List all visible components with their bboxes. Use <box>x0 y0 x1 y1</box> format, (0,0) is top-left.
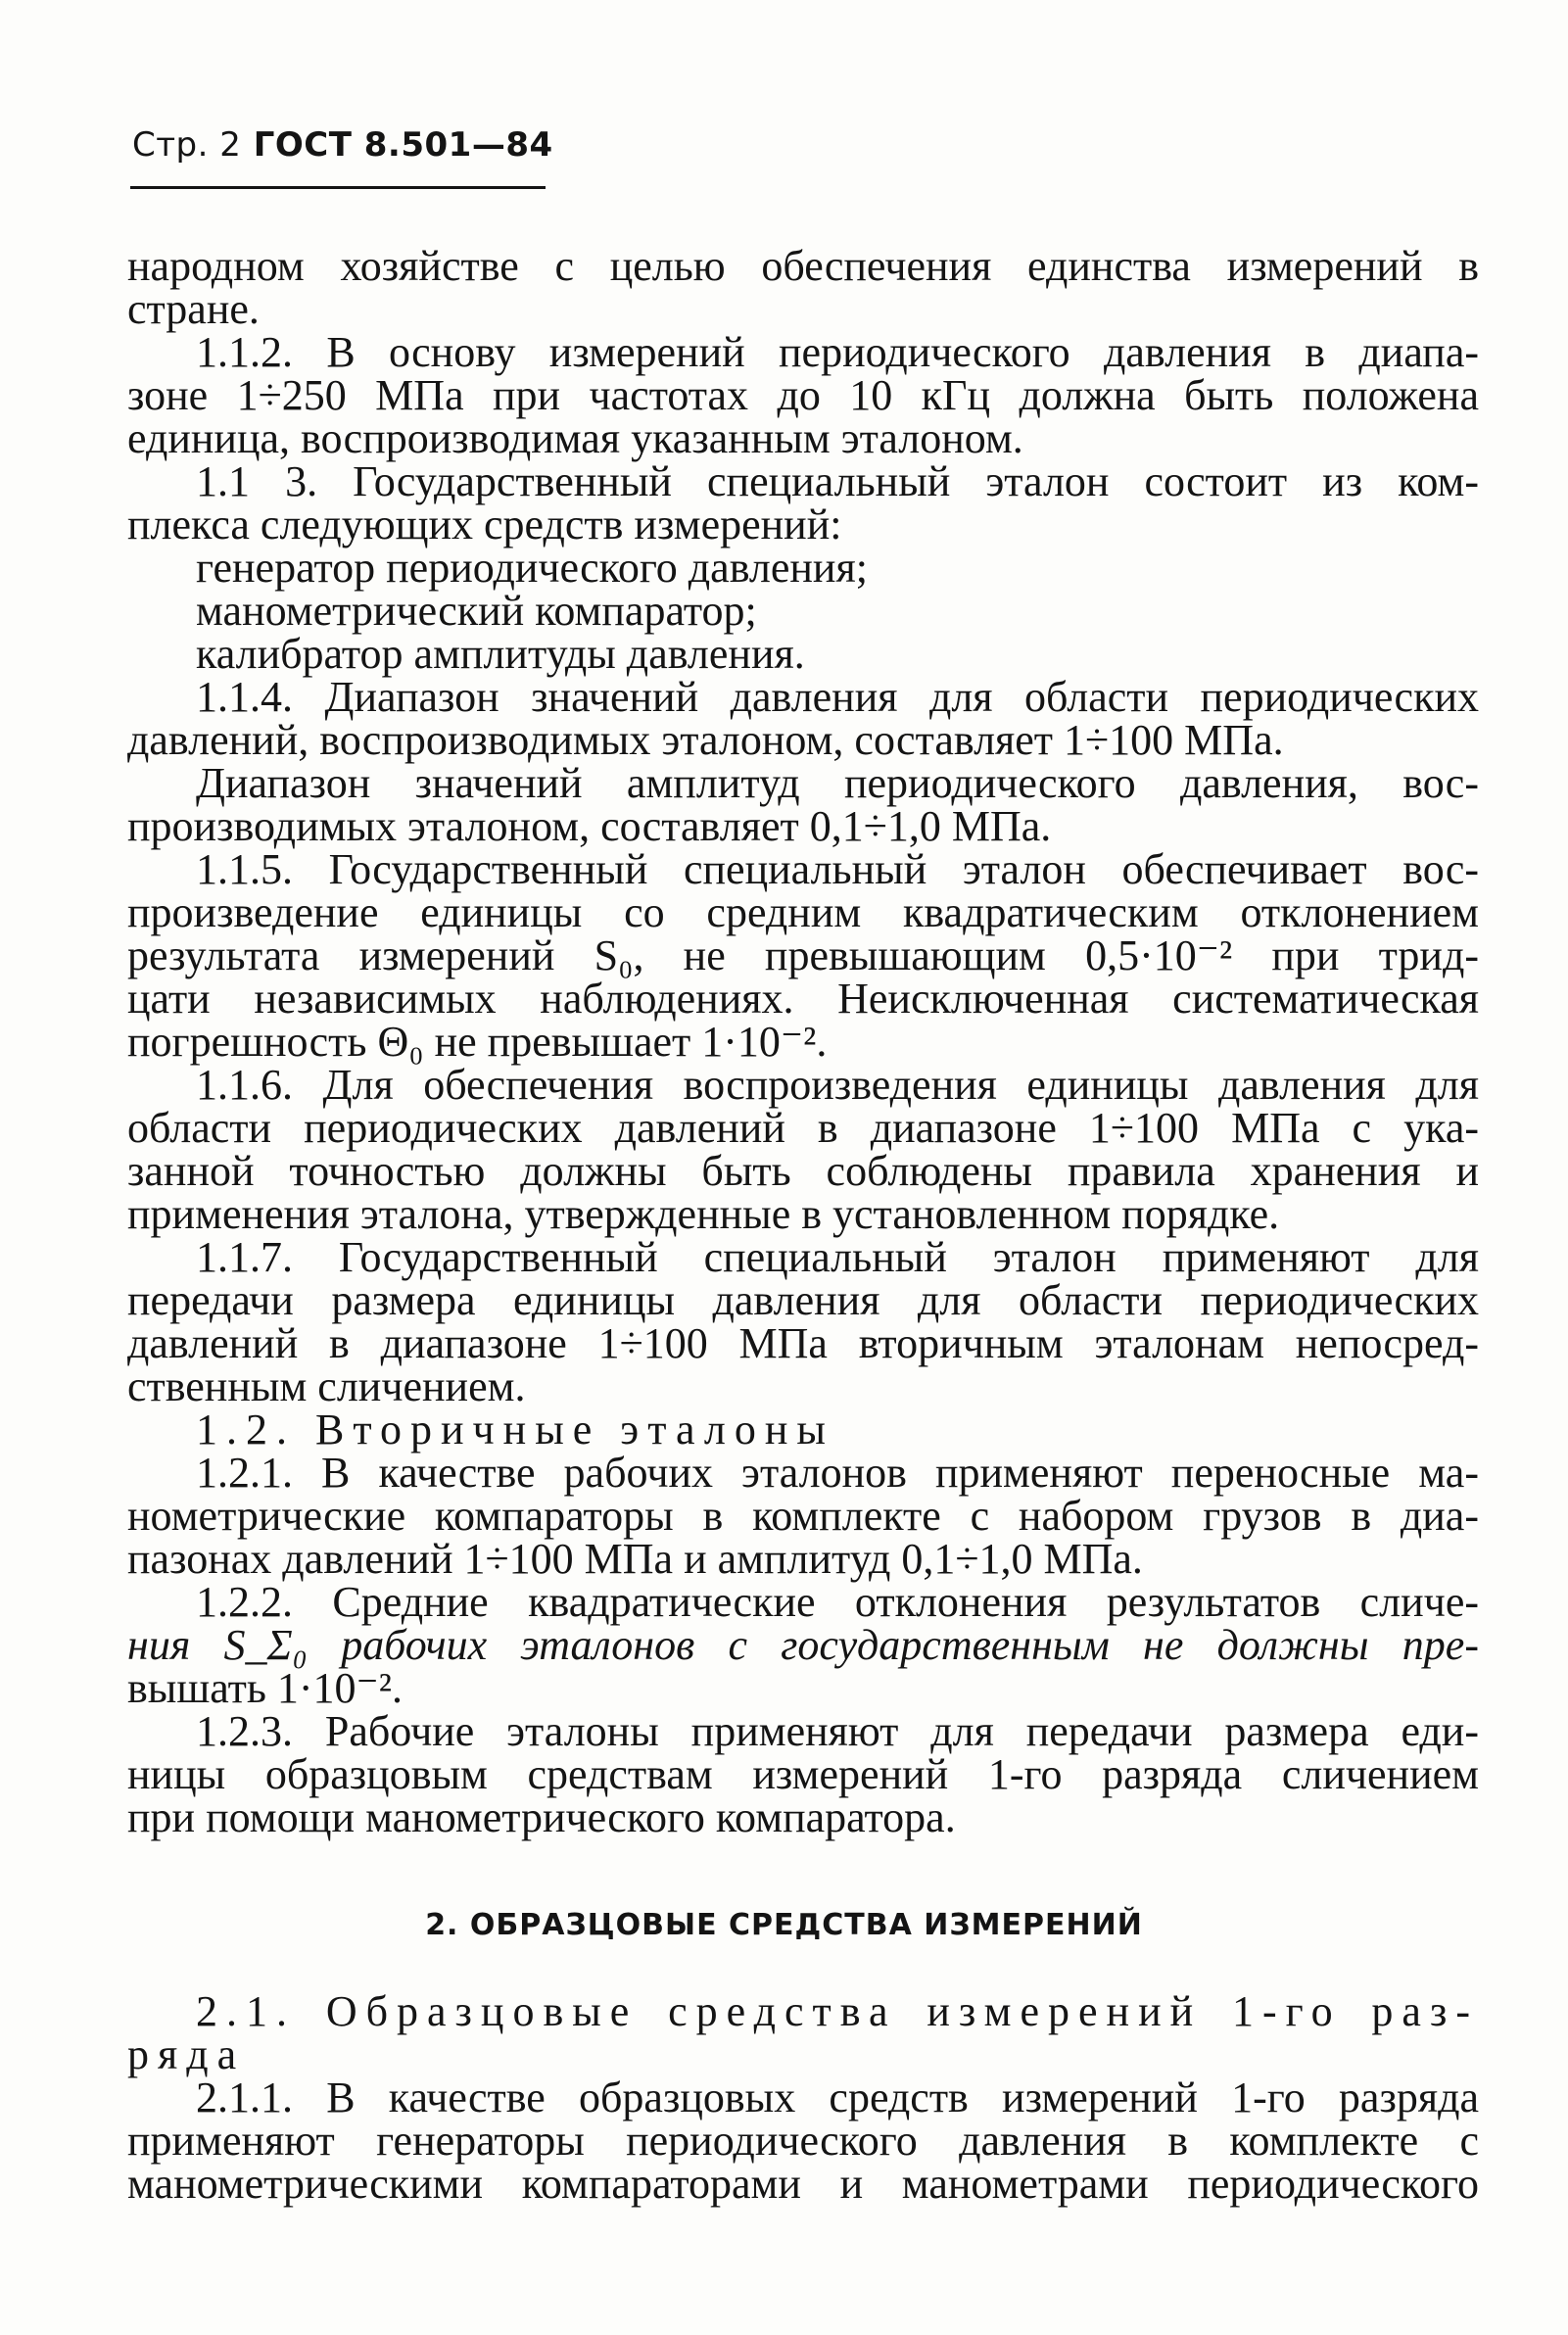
text-line: производимых эталоном, составляет 0,1÷1,0 МПа. <box>127 802 1052 850</box>
text-line: области периодических давлений в диапазоне 1÷100 МПа с ука- <box>127 1104 1479 1152</box>
subsection-heading-1-2: 1.2. Вторичные эталоны <box>196 1406 834 1453</box>
text-line: применяют генераторы периодического давления в комплекте с <box>127 2117 1479 2165</box>
paragraph-1-1-2: 1.1.2. В основу измерений периодического давления в диапа- <box>196 328 1479 376</box>
text-line: давлений, воспроизводимых эталоном, составляет 1÷100 МПа. <box>127 716 1284 764</box>
text-line: ряда <box>127 2030 246 2078</box>
text-line: стране. <box>127 285 260 333</box>
page-number-label: Стр. 2 <box>132 125 242 165</box>
text-line: ния S_Σ₀ рабочих эталонов с государственным не должны пре- <box>127 1621 1479 1669</box>
paragraph-1-1-5: 1.1.5. Государственный специальный эталон обеспечивает вос- <box>196 845 1479 893</box>
paragraph-2-1-1: 2.1.1. В качестве образцовых средств измерений 1-го разряда <box>196 2073 1479 2121</box>
text-line: Диапазон значений амплитуд периодического давления, вос- <box>196 759 1479 807</box>
text-line: произведение единицы со средним квадратическим отклонением <box>127 888 1479 936</box>
text-line: плекса следующих средств измерений: <box>127 500 842 548</box>
list-item: манометрический компаратор; <box>196 587 757 635</box>
paragraph-1-1-4: 1.1.4. Диапазон значений давления для области периодических <box>196 673 1479 721</box>
page-header <box>132 125 553 165</box>
text-line: передачи размера единицы давления для области периодических <box>127 1276 1479 1324</box>
text-line: цати независимых наблюдениях. Неисключенная систематическая <box>127 975 1479 1023</box>
list-item: генератор периодического давления; <box>196 544 868 592</box>
text-line: давлений в диапазоне 1÷100 МПа вторичным эталонам непосред- <box>127 1319 1479 1367</box>
text-line: нометрические компараторы в комплекте с набором грузов в диа- <box>127 1492 1479 1540</box>
paragraph-1-2-1: 1.2.1. В качестве рабочих эталонов применяют переносные ма- <box>196 1449 1479 1497</box>
text-line: народном хозяйстве с целью обеспечения единства измерений в <box>127 242 1479 290</box>
paragraph-1-2-2: 1.2.2. Средние квадратические отклонения результатов сличе- <box>196 1578 1479 1626</box>
text-line: погрешность Θ₀ не превышает 1·10⁻². <box>127 1018 828 1066</box>
text-line: ственным сличением. <box>127 1362 526 1410</box>
text-line: применения эталона, утвержденные в установленном порядке. <box>127 1190 1280 1238</box>
paragraph-1-1-3: 1.1 3. Государственный специальный эталон состоит из ком- <box>196 457 1479 505</box>
paragraph-1-1-6: 1.1.6. Для обеспечения воспроизведения единицы давления для <box>196 1061 1479 1109</box>
paragraph-1-2-3: 1.2.3. Рабочие эталоны применяют для передачи размера еди- <box>196 1707 1479 1755</box>
list-item: калибратор амплитуды давления. <box>196 630 805 678</box>
section-title: 2. ОБРАЗЦОВЫЕ СРЕДСТВА ИЗМЕРЕНИЙ <box>425 1908 1143 1942</box>
text-line: единица, воспроизводимая указанным эталоном. <box>127 414 1023 462</box>
text-line: вышать 1·10⁻². <box>127 1664 403 1712</box>
text-line: ницы образцовым средствам измерений 1-го разряда сличением <box>127 1750 1479 1798</box>
text-line: манометрическими компараторами и манометрами периодического <box>127 2160 1479 2208</box>
text-line: при помощи манометрического компаратора. <box>127 1793 956 1841</box>
standard-number: ГОСТ 8.501—84 <box>253 125 553 165</box>
text-line: пазонах давлений 1÷100 МПа и амплитуд 0,1÷1,0 МПа. <box>127 1535 1143 1583</box>
paragraph-1-1-7: 1.1.7. Государственный специальный эталон применяют для <box>196 1233 1479 1281</box>
header-underline <box>130 186 546 189</box>
text-line: занной точностью должны быть соблюдены правила хранения и <box>127 1147 1479 1195</box>
subsection-heading-2-1: 2.1. Образцовые средства измерений 1-го раз- <box>196 1987 1479 2035</box>
text-line: зоне 1÷250 МПа при частотах до 10 кГц должна быть положена <box>127 371 1479 419</box>
text-line: результата измерений S₀, не превышающим 0,5·10⁻² при трид- <box>127 931 1479 979</box>
